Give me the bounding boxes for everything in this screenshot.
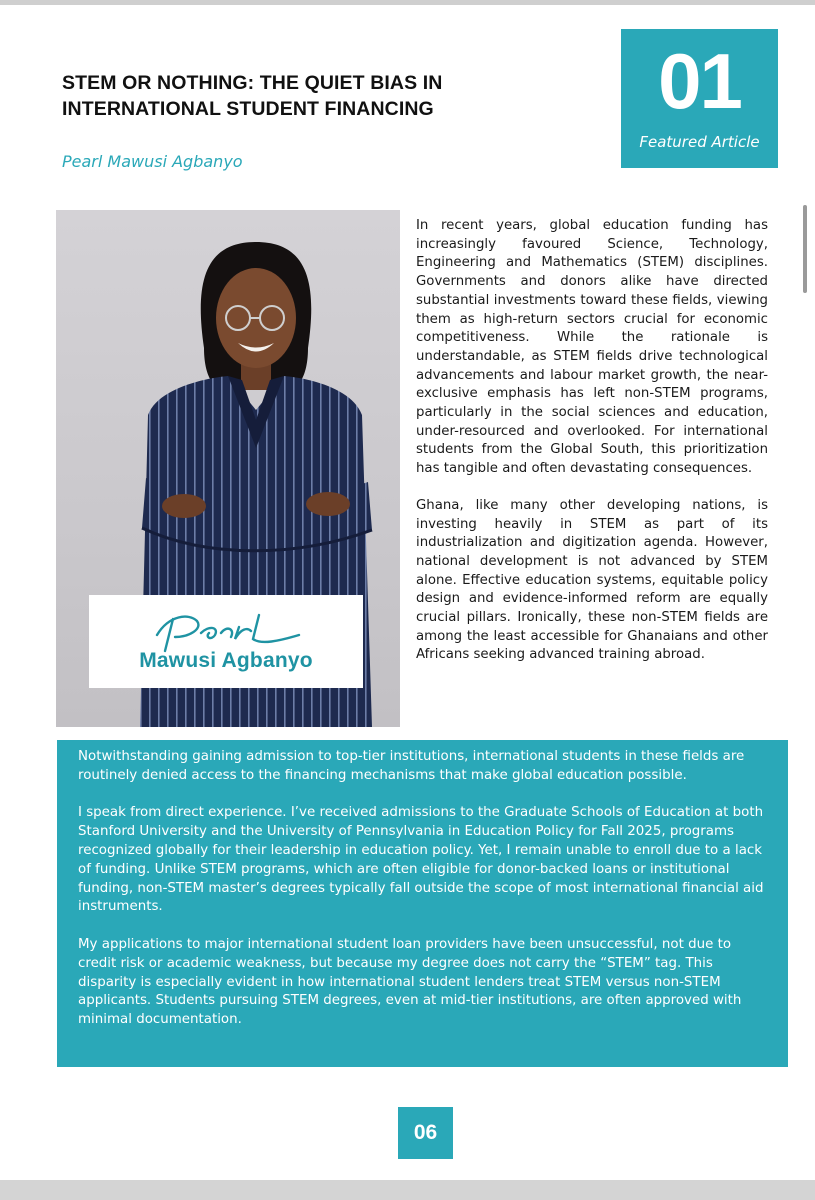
article-body <box>416 217 768 683</box>
article-title: STEM OR NOTHING: THE QUIET BIAS IN INTERNATIONAL STUDENT FINANCING <box>62 72 443 120</box>
callout-paragraph: Notwithstanding gaining admission to top-tier institutions, international students in these fields are routinely denied access to the financing mechanisms that make global education possible. <box>78 749 745 783</box>
callout-paragraph: My applications to major international student loan providers have been unsuccessful, not due to credit risk or academic weakness, but because my degree does not carry the “STEM” tag. This disparity is especially evident in how international student lenders treat STEM versus non-STEM applicants. Students pursuing STEM degrees, even at mid-tier institutions, are often approved with minimal documentation. <box>78 936 742 1028</box>
body-paragraph: In recent years, global education funding has increasingly favoured Science, Technology, Engineering and Mathematics (STEM) disciplines. Governments and donors alike have directed substantial investments toward these fields, viewing them as high-return sectors crucial for economic competitiveness. While the rationale is understandable, as STEM fields drive technological advancements and labour market growth, the near-exclusive emphasis has left non-STEM programs, particularly in the social sciences and education, under-resourced and overlooked. For international students from the Global South, this prioritization has tangible and often devastating consequences. <box>416 218 768 477</box>
signature-graphic <box>149 605 309 655</box>
callout-paragraph: I speak from direct experience. I’ve received admissions to the Graduate Schools of Education at both Stanford University and the University of Pennsylvania in Education Policy for Fall 2025, programs recognized globally for their leadership in education policy. Yet, I remain unable to enroll due to a lack of funding. Unlike STEM programs, which are often eligible for donor-backed loans or institutional funding, non-STEM master’s degrees typically fall outside the scope of most international financial aid instruments. <box>78 805 764 915</box>
name-card-name: Mawusi Agbanyo <box>139 649 313 672</box>
page-number: 06 <box>398 1107 453 1159</box>
body-paragraph: Ghana, like many other developing nations, is investing heavily in STEM as part of its industrialization and digitization agenda. However, national development is not advanced by STEM alone. Effective education systems, equitable policy design and evidence-informed reform are equally crucial pillars. Ironically, these non-STEM fields are among the least accessible for Ghanaians and other Africans seeking advanced training abroad. <box>416 497 768 663</box>
featured-badge <box>621 29 778 168</box>
scrollbar-thumb[interactable] <box>803 205 807 293</box>
article-author: Pearl Mawusi Agbanyo <box>62 152 243 171</box>
callout-box <box>57 740 788 1067</box>
viewer-bottom-edge <box>0 1180 815 1200</box>
badge-label: Featured Article <box>639 133 760 151</box>
badge-number: 01 <box>658 37 741 125</box>
magazine-page <box>0 5 815 1180</box>
name-card <box>89 595 363 688</box>
